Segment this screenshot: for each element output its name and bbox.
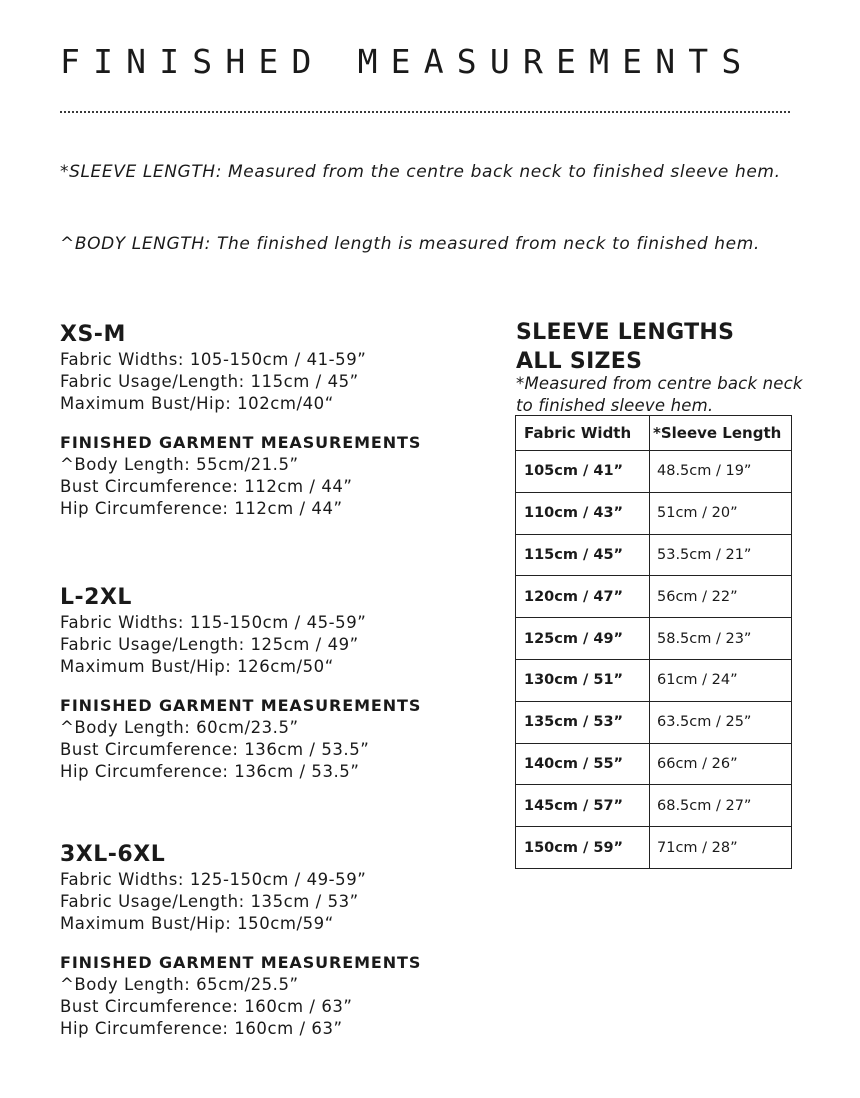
column-header-fabric-width: Fabric Width xyxy=(516,416,650,450)
bust-circumference: Bust Circumference: 136cm / 53.5” xyxy=(60,740,370,759)
fabric-usage: Fabric Usage/Length: 125cm / 49” xyxy=(60,635,359,654)
page-title: FINISHED MEASUREMENTS xyxy=(60,42,755,81)
fabric-widths: Fabric Widths: 105-150cm / 41-59” xyxy=(60,350,367,369)
sleeve-length-cell: 63.5cm / 25” xyxy=(657,714,752,731)
fabric-width-cell: 150cm / 59” xyxy=(516,827,650,868)
table-row xyxy=(516,617,791,659)
column-header-sleeve-length: *Sleeve Length xyxy=(653,424,782,442)
fabric-widths: Fabric Widths: 115-150cm / 45-59” xyxy=(60,613,367,632)
fabric-width-cell: 110cm / 43” xyxy=(516,493,650,534)
dotted-divider xyxy=(60,111,790,113)
sleeve-heading-line2: ALL SIZES xyxy=(516,349,643,374)
sleeve-length-cell: 68.5cm / 27” xyxy=(657,797,752,814)
maximum-bust-hip: Maximum Bust/Hip: 150cm/59“ xyxy=(60,914,334,933)
size-heading: XS-M xyxy=(60,322,126,347)
table-row xyxy=(516,659,791,701)
hip-circumference: Hip Circumference: 112cm / 44” xyxy=(60,499,343,518)
sleeve-table-note: *Measured from centre back neck to finished sleeve hem. xyxy=(516,374,803,415)
table-row xyxy=(516,575,791,617)
fabric-width-cell: 135cm / 53” xyxy=(516,702,650,743)
sleeve-length-cell: 56cm / 22” xyxy=(657,588,738,605)
size-heading: L-2XL xyxy=(60,585,132,610)
finished-garment-heading: FINISHED GARMENT MEASUREMENTS xyxy=(60,433,422,452)
maximum-bust-hip: Maximum Bust/Hip: 126cm/50“ xyxy=(60,657,334,676)
table-row xyxy=(516,701,791,743)
sleeve-length-cell: 53.5cm / 21” xyxy=(657,546,752,563)
hip-circumference: Hip Circumference: 136cm / 53.5” xyxy=(60,762,360,781)
body-length: ^Body Length: 60cm/23.5” xyxy=(60,718,299,737)
hip-circumference: Hip Circumference: 160cm / 63” xyxy=(60,1019,343,1038)
maximum-bust-hip: Maximum Bust/Hip: 102cm/40“ xyxy=(60,394,334,413)
fabric-widths: Fabric Widths: 125-150cm / 49-59” xyxy=(60,870,367,889)
table-row xyxy=(516,743,791,785)
sleeve-lengths-heading xyxy=(516,318,734,376)
sleeve-length-cell: 61cm / 24” xyxy=(657,672,738,689)
size-heading: 3XL-6XL xyxy=(60,842,166,867)
finished-garment-heading: FINISHED GARMENT MEASUREMENTS xyxy=(60,696,422,715)
body-length-note: ^BODY LENGTH: The finished length is measured from neck to finished hem. xyxy=(60,234,760,254)
finished-garment-heading: FINISHED GARMENT MEASUREMENTS xyxy=(60,953,422,972)
fabric-width-cell: 140cm / 55” xyxy=(516,744,650,785)
fabric-usage: Fabric Usage/Length: 115cm / 45” xyxy=(60,372,359,391)
sleeve-length-cell: 48.5cm / 19” xyxy=(657,463,752,480)
table-row xyxy=(516,534,791,576)
table-row xyxy=(516,826,791,868)
bust-circumference: Bust Circumference: 112cm / 44” xyxy=(60,477,353,496)
fabric-width-cell: 120cm / 47” xyxy=(516,576,650,617)
fabric-width-cell: 130cm / 51” xyxy=(516,660,650,701)
sleeve-heading-line1: SLEEVE LENGTHS xyxy=(516,320,735,345)
table-header-row xyxy=(516,416,791,450)
table-row xyxy=(516,450,791,492)
fabric-width-cell: 115cm / 45” xyxy=(516,535,650,576)
size-block-xs-m xyxy=(60,322,500,520)
sleeve-length-cell: 71cm / 28” xyxy=(657,839,738,856)
fabric-width-cell: 125cm / 49” xyxy=(516,618,650,659)
table-row xyxy=(516,492,791,534)
body-length: ^Body Length: 65cm/25.5” xyxy=(60,975,299,994)
fabric-width-cell: 145cm / 57” xyxy=(516,785,650,826)
bust-circumference: Bust Circumference: 160cm / 63” xyxy=(60,997,353,1016)
table-row xyxy=(516,784,791,826)
fabric-width-cell: 105cm / 41” xyxy=(516,451,650,492)
body-length: ^Body Length: 55cm/21.5” xyxy=(60,455,299,474)
sleeve-length-note: *SLEEVE LENGTH: Measured from the centre back neck to finished sleeve hem. xyxy=(60,162,781,182)
fabric-usage: Fabric Usage/Length: 135cm / 53” xyxy=(60,892,359,911)
sleeve-length-table xyxy=(515,415,792,869)
size-block-3xl-6xl xyxy=(60,842,500,1040)
sleeve-length-cell: 58.5cm / 23” xyxy=(657,630,752,647)
size-block-l-2xl xyxy=(60,585,500,783)
sleeve-length-cell: 66cm / 26” xyxy=(657,755,738,772)
sleeve-length-cell: 51cm / 20” xyxy=(657,505,738,522)
